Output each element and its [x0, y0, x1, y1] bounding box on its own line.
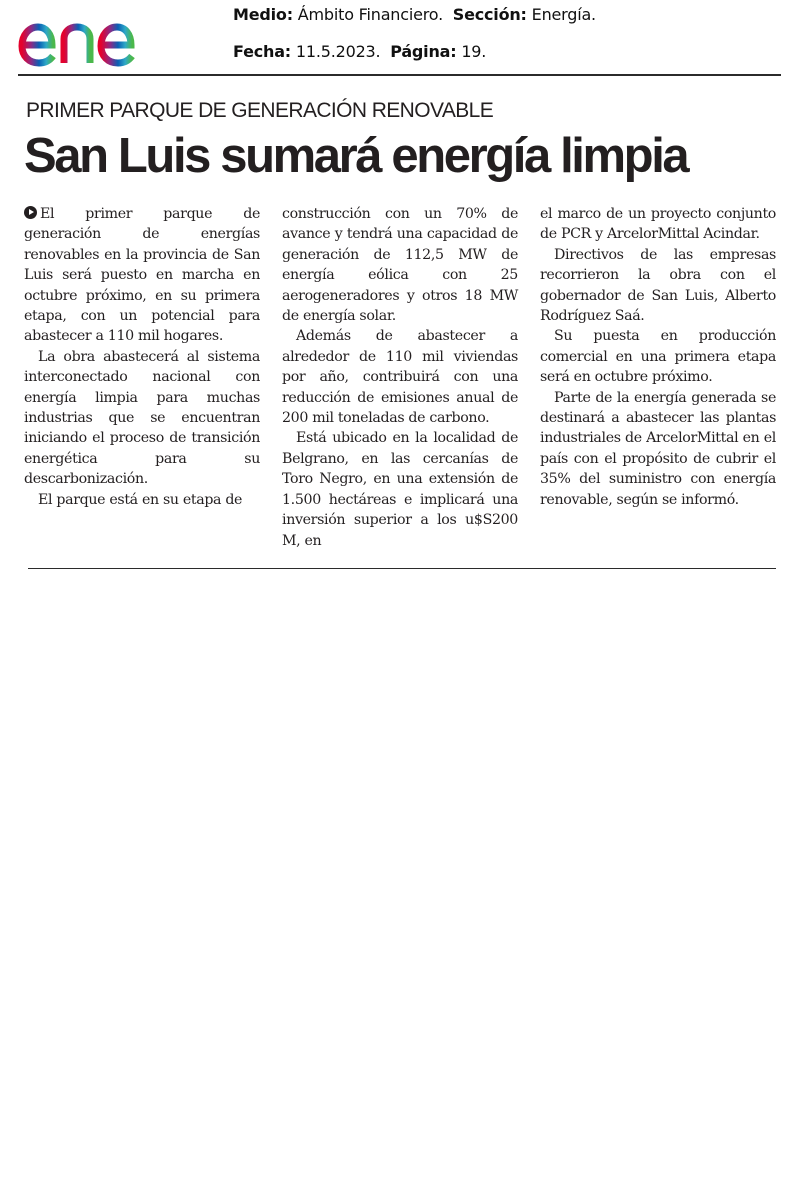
meta-line-source [233, 5, 596, 24]
paragraph: Además de abastecer a alrededor de 110 mil viviendas por año, contribuirá con una reducción de emisiones anual de 200 mil toneladas de carbono. [282, 328, 518, 427]
paragraph-text: El primer parque de generación de energías renovables en la provincia de San Luis será puesto en marcha en octubre próximo, en su primera etapa, con un potencial para abastecer a 110 mil hogares. [24, 206, 260, 345]
header-divider [18, 74, 781, 76]
fecha-label: Fecha: [233, 42, 292, 61]
paragraph: Su puesta en producción comercial en una primera etapa será en octubre próximo. [540, 328, 776, 386]
pagina-label: Página: [390, 42, 457, 61]
paragraph: Parte de la energía generada se destinará a abastecer las plantas industriales de ArcelorMittal en el país con el propósito de cubrir el 35% del suministro con energía renovable, según se informó. [540, 389, 776, 508]
paragraph: El parque está en su etapa de [38, 491, 243, 508]
medio-label: Medio: [233, 5, 293, 24]
play-bullet-icon [24, 206, 37, 219]
paragraph: construcción con un 70% de avance y tendrá una capacidad de generación de 112,5 MW de energía eólica con 25 aerogeneradores y otros 18 MW de energía solar. [282, 206, 518, 325]
paragraph: La obra abastecerá al sistema interconectado nacional con energía limpia para muchas industrias que se encuentran iniciando el proceso de transición energética para su descarbonización. [24, 348, 260, 488]
seccion-value: Energía. [531, 5, 596, 24]
fecha-value: 11.5.2023. [295, 42, 381, 61]
medio-value: Ámbito Financiero. [297, 5, 443, 24]
article-column-3 [540, 204, 776, 510]
enel-logo-icon [16, 4, 180, 68]
paragraph: Directivos de las empresas recorrieron la obra con el gobernador de San Luis, Alberto Rodríguez Saá. [540, 246, 776, 325]
paragraph [24, 204, 260, 347]
article-headline: San Luis sumará energía limpia [24, 129, 688, 183]
article-column-2 [282, 204, 518, 551]
paragraph: Está ubicado en la localidad de Belgrano, en las cercanías de Toro Negro, en una extensión de 1.500 hectáreas e implicará una inversión superior a los u$S200 M, en [282, 430, 518, 549]
paragraph: el marco de un proyecto conjunto de PCR y ArcelorMittal Acindar. [540, 206, 776, 243]
pagina-value: 19. [461, 42, 487, 61]
meta-line-date [233, 42, 486, 61]
article-bottom-divider [28, 568, 776, 569]
seccion-label: Sección: [452, 5, 527, 24]
article-kicker: PRIMER PARQUE DE GENERACIÓN RENOVABLE [26, 99, 494, 122]
clipping-header [0, 0, 800, 76]
enel-logo [16, 4, 180, 68]
article-column-1 [24, 204, 260, 510]
